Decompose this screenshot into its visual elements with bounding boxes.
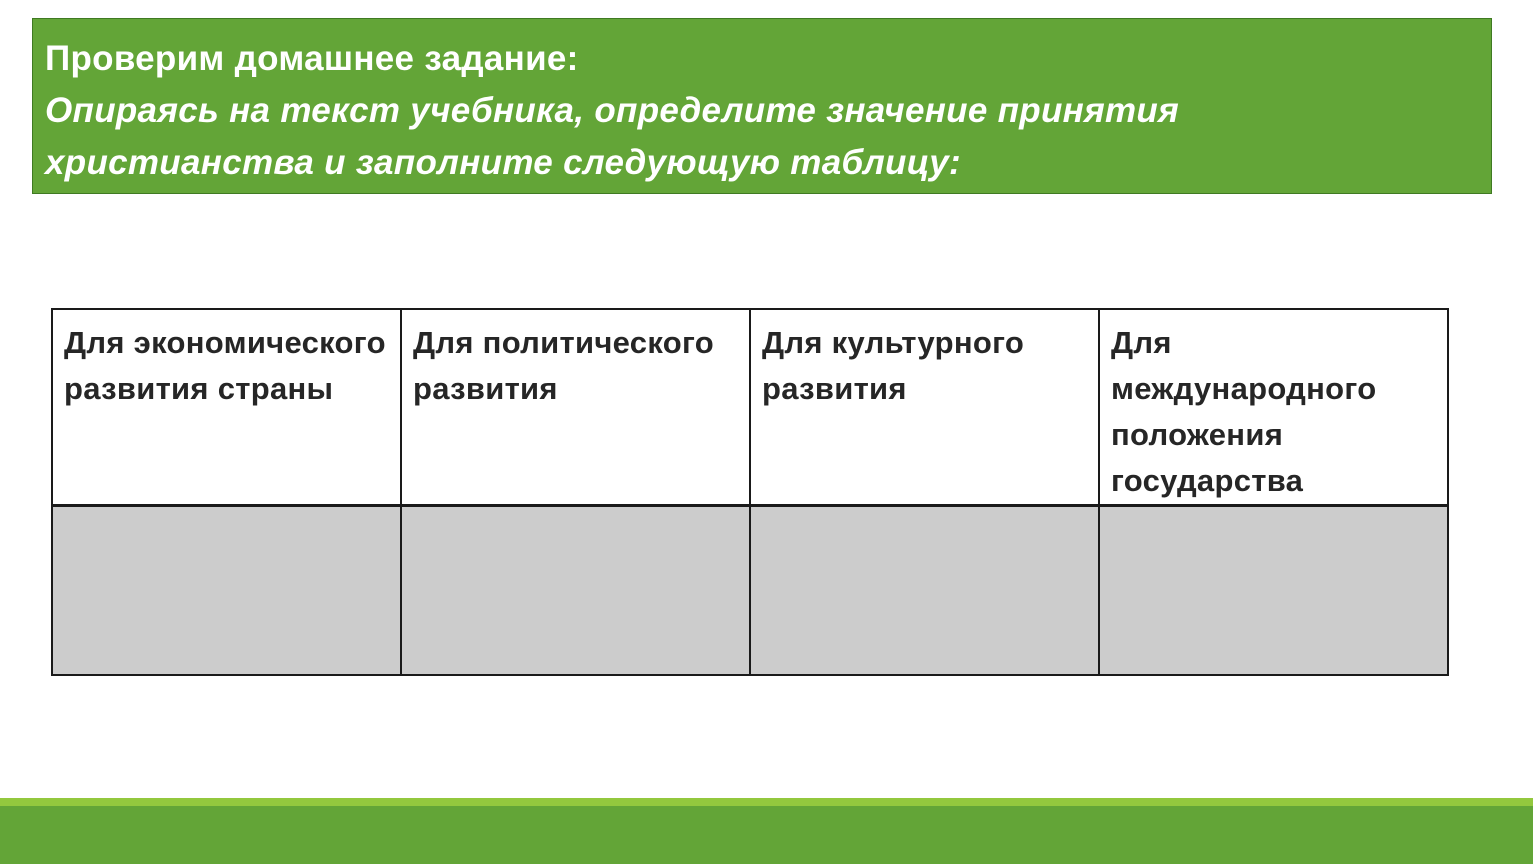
header-economic: Для экономического развития страны bbox=[52, 309, 401, 506]
footer-accent-stripe bbox=[0, 798, 1533, 806]
header-cultural: Для культурного развития bbox=[750, 309, 1099, 506]
instruction-line-1: Опираясь на текст учебника, определите значение принятия bbox=[45, 91, 1180, 130]
header-international: Для международного положения государства bbox=[1099, 309, 1448, 506]
table-cell-economic[interactable] bbox=[52, 506, 401, 676]
table-cell-cultural[interactable] bbox=[750, 506, 1099, 676]
footer-bar bbox=[0, 806, 1533, 864]
slide-title-box bbox=[32, 18, 1492, 194]
header-political: Для политического развития bbox=[401, 309, 750, 506]
slide-heading: Проверим домашнее задание: bbox=[45, 39, 579, 78]
table-header-row bbox=[52, 309, 1448, 506]
christianity-significance-table bbox=[51, 308, 1449, 676]
table-cell-international[interactable] bbox=[1099, 506, 1448, 676]
table-cell-political[interactable] bbox=[401, 506, 750, 676]
instruction-line-2: христианства и заполните следующую таблицу: bbox=[45, 143, 961, 182]
table-row bbox=[52, 506, 1448, 676]
